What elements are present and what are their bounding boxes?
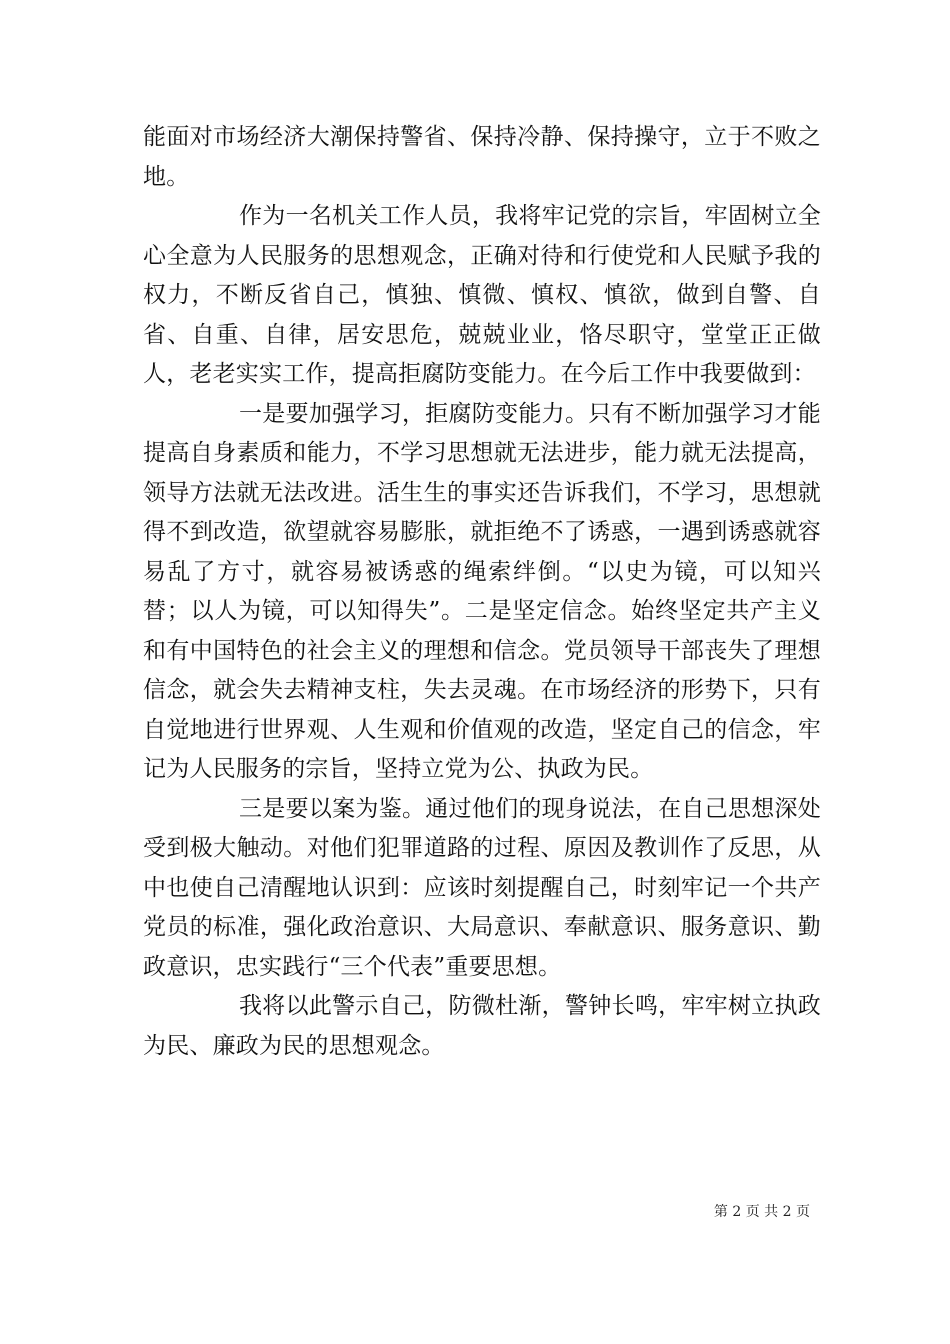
paragraph-commitment: 作为一名机关工作人员，我将牢记党的宗旨，牢固树立全心全意为人民服务的思想观念，正确对待和行使党和人民赋予我的权力，不断反省自己，慎独、慎微、慎权、慎欲，做到自警、自省、自重、自律，居安思危，兢兢业业，恪尽职守，堂堂正正做人，老老实实工作，提高拒腐防变能力。在今后工作中我要做到： xyxy=(143,203,821,387)
paragraph-continuation: 能面对市场经济大潮保持警省、保持冷静、保持操守，立于不败之地。 xyxy=(143,124,821,190)
paragraph-conclusion: 我将以此警示自己，防微杜渐，警钟长鸣，牢牢树立执政为民、廉政为民的思想观念。 xyxy=(143,993,821,1059)
page-number-footer: 第 2 页 共 2 页 xyxy=(713,1204,810,1220)
paragraph-case-lessons: 三是要以案为鉴。通过他们的现身说法，在自己思想深处受到极大触动。对他们犯罪道路的过程、原因及教训作了反思，从中也使自己清醒地认识到：应该时刻提醒自己，时刻牢记一个共产党员的标准，强化政治意识、大局意识、奉献意识、服务意识、勤政意识，忠实践行“三个代表”重要思想。 xyxy=(143,795,821,980)
document-body xyxy=(143,118,821,1066)
paragraph-study-and-belief: 一是要加强学习，拒腐防变能力。只有不断加强学习才能提高自身素质和能力，不学习思想就无法进步，能力就无法提高，领导方法就无法改进。活生生的事实还告诉我们，不学习，思想就得不到改造，欲望就容易膨胀，就拒绝不了诱惑，一遇到诱惑就容易乱了方寸，就容易被诱惑的绳索绊倒。“以史为镜，可以知兴替；以人为镜，可以知得失”。二是坚定信念。始终坚定共产主义和有中国特色的社会主义的理想和信念。党员领导干部丧失了理想信念，就会失去精神支柱，失去灵魂。在市场经济的形势下，只有自觉地进行世界观、人生观和价值观的改造，坚定自己的信念，牢记为人民服务的宗旨，坚持立党为公、执政为民。 xyxy=(143,400,821,782)
